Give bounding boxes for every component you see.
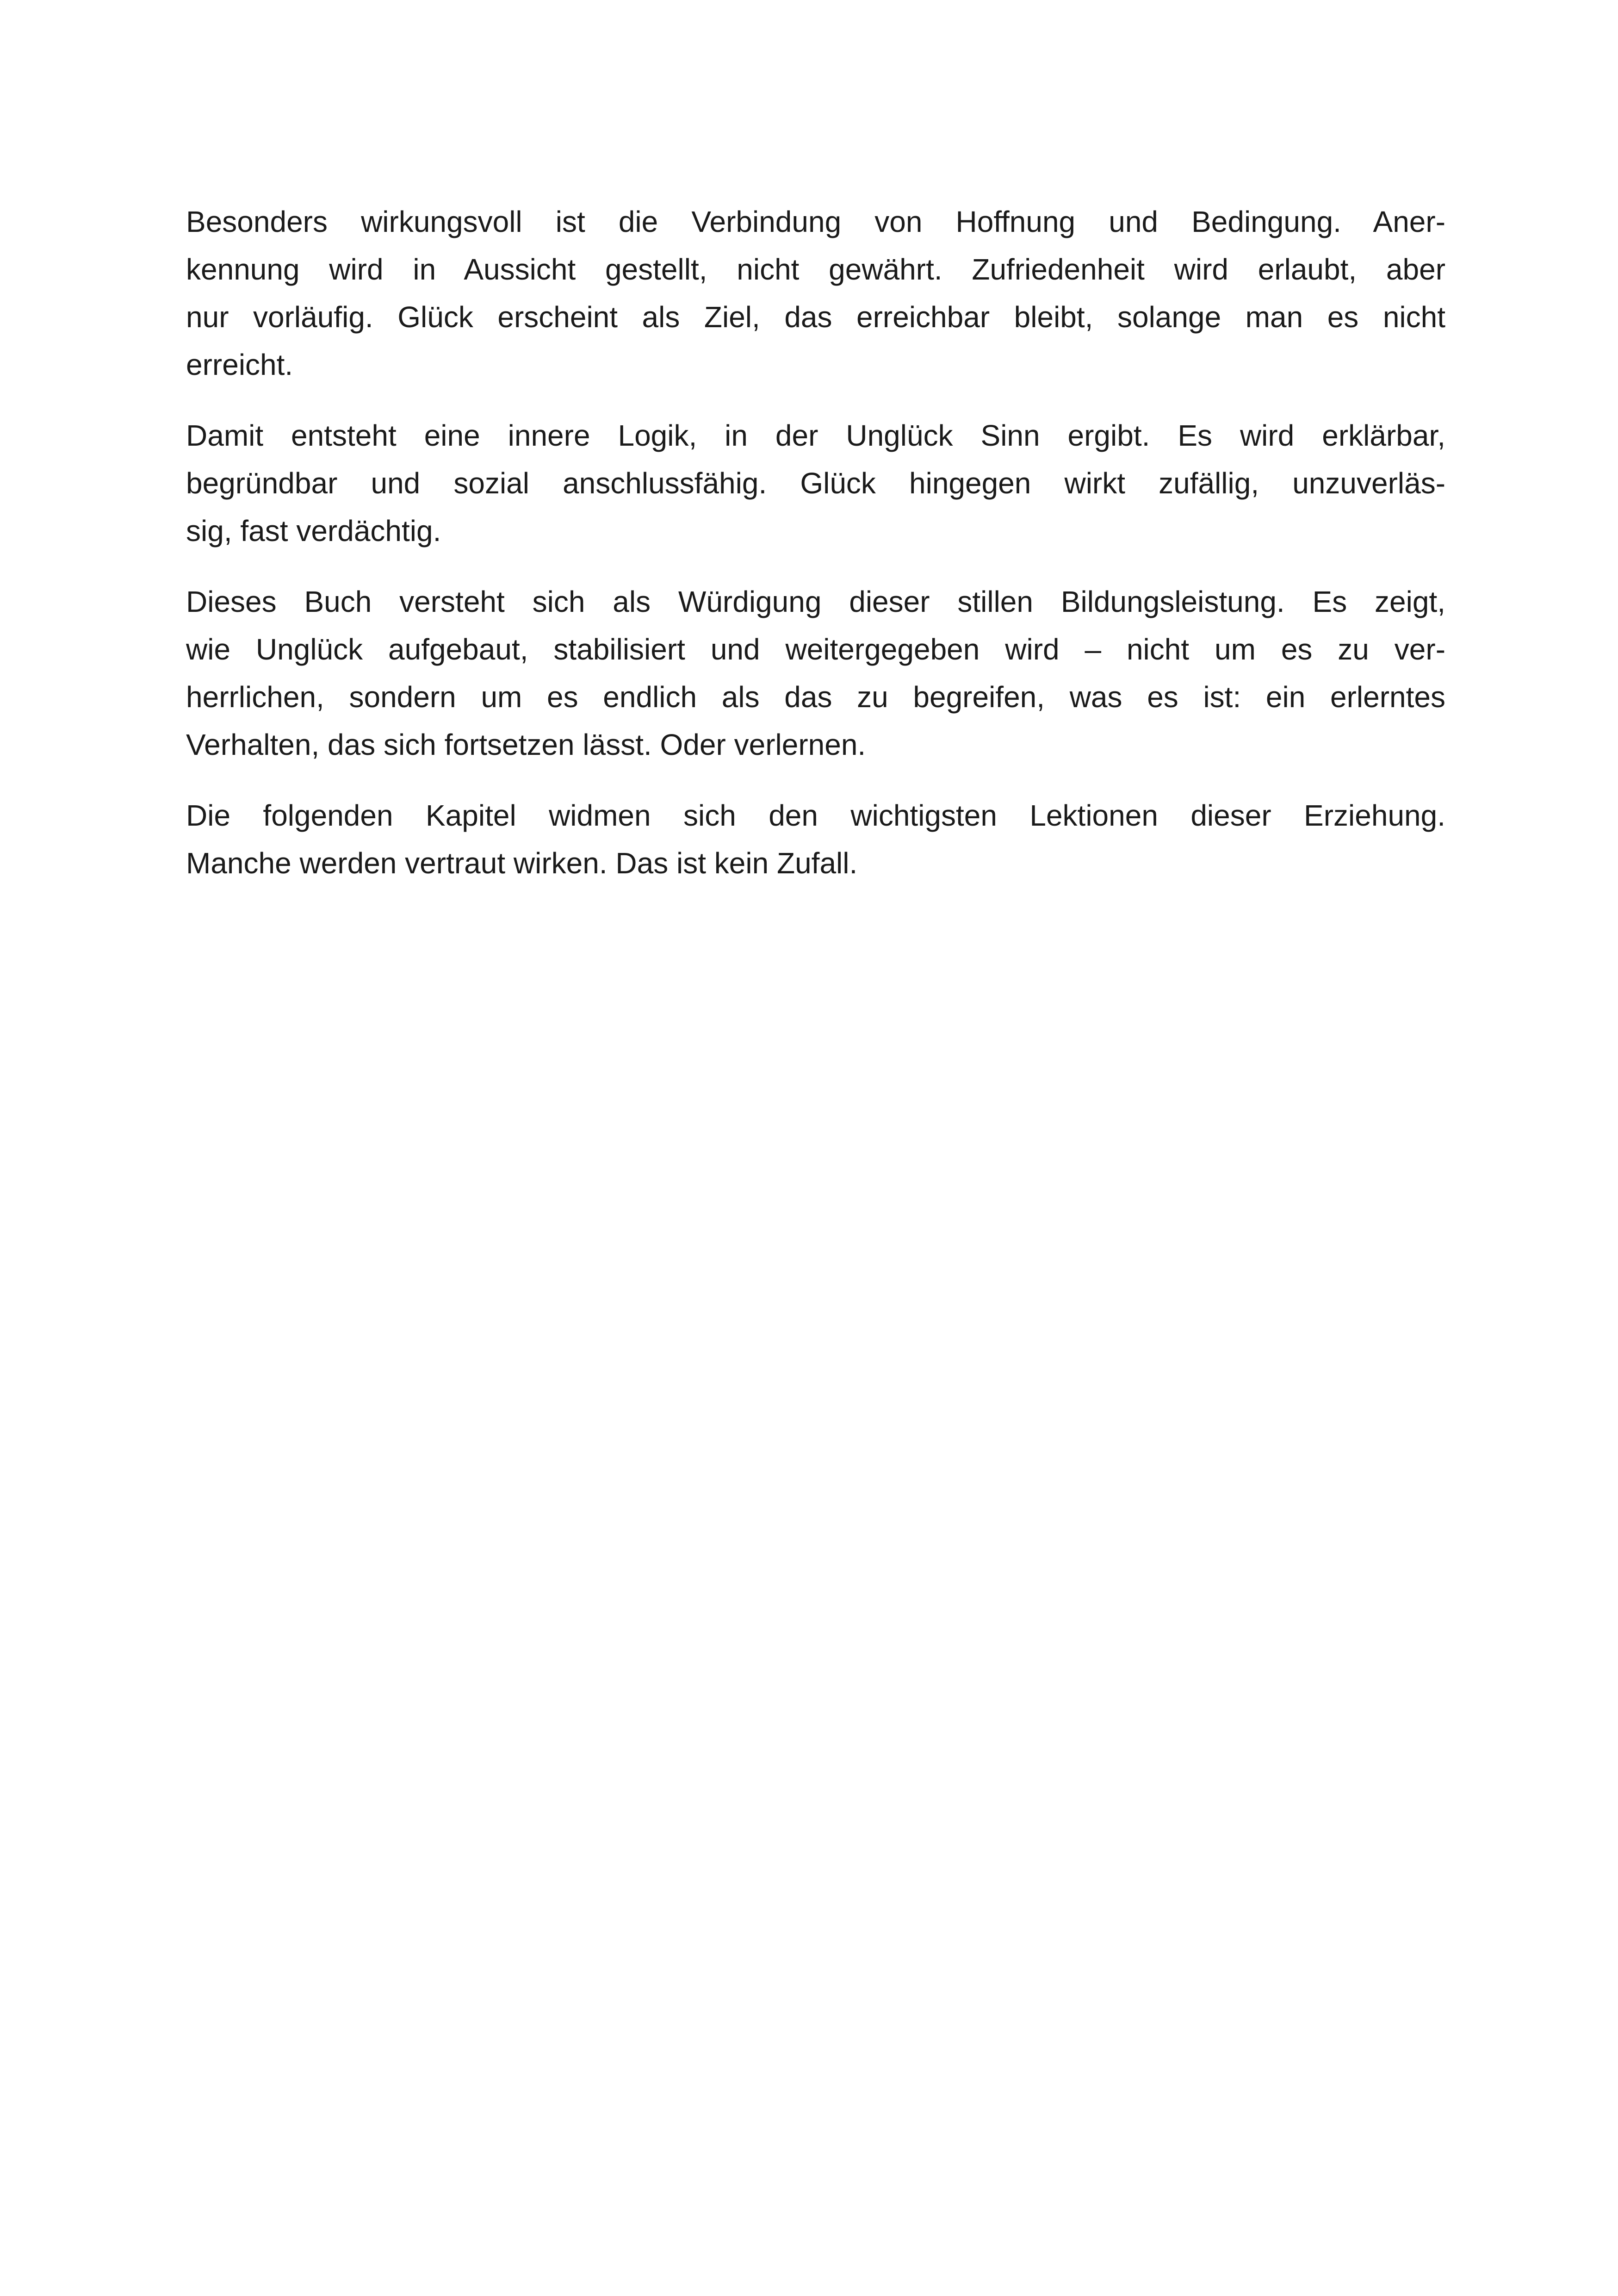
text-line: Manche werden vertraut wirken. Das ist kein Zufall. [186, 846, 858, 880]
text-line: Dieses Buch versteht sich als Würdigung dieser stillen Bildungsleistung. Es zeigt, [186, 585, 1445, 618]
text-line: erreicht. [186, 348, 293, 381]
text-line: begründbar und sozial anschlussfähig. Glück hingegen wirkt zufällig, unzuverläs- [186, 467, 1445, 500]
paragraph-2 [186, 412, 1445, 555]
text-line: wie Unglück aufgebaut, stabilisiert und weitergegeben wird – nicht um es zu ver- [186, 633, 1445, 666]
paragraph-1 [186, 198, 1445, 389]
text-line: sig, fast verdächtig. [186, 514, 441, 548]
text-line: Die folgenden Kapitel widmen sich den wichtigsten Lektionen dieser Erziehung. [186, 799, 1445, 832]
text-line: nur vorläufig. Glück erscheint als Ziel, das erreichbar bleibt, solange man es nicht [186, 300, 1445, 334]
text-line: Damit entsteht eine innere Logik, in der Unglück Sinn ergibt. Es wird erklärbar, [186, 419, 1445, 452]
body-text [186, 198, 1445, 910]
text-line: Besonders wirkungsvoll ist die Verbindung von Hoffnung und Bedingung. Aner- [186, 205, 1445, 238]
text-line: Verhalten, das sich fortsetzen lässt. Oder verlernen. [186, 728, 866, 761]
paragraph-3 [186, 578, 1445, 769]
text-line: kennung wird in Aussicht gestellt, nicht gewährt. Zufriedenheit wird erlaubt, aber [186, 253, 1445, 286]
text-line: herrlichen, sondern um es endlich als das zu begreifen, was es ist: ein erlerntes [186, 680, 1445, 714]
paragraph-4 [186, 792, 1445, 887]
